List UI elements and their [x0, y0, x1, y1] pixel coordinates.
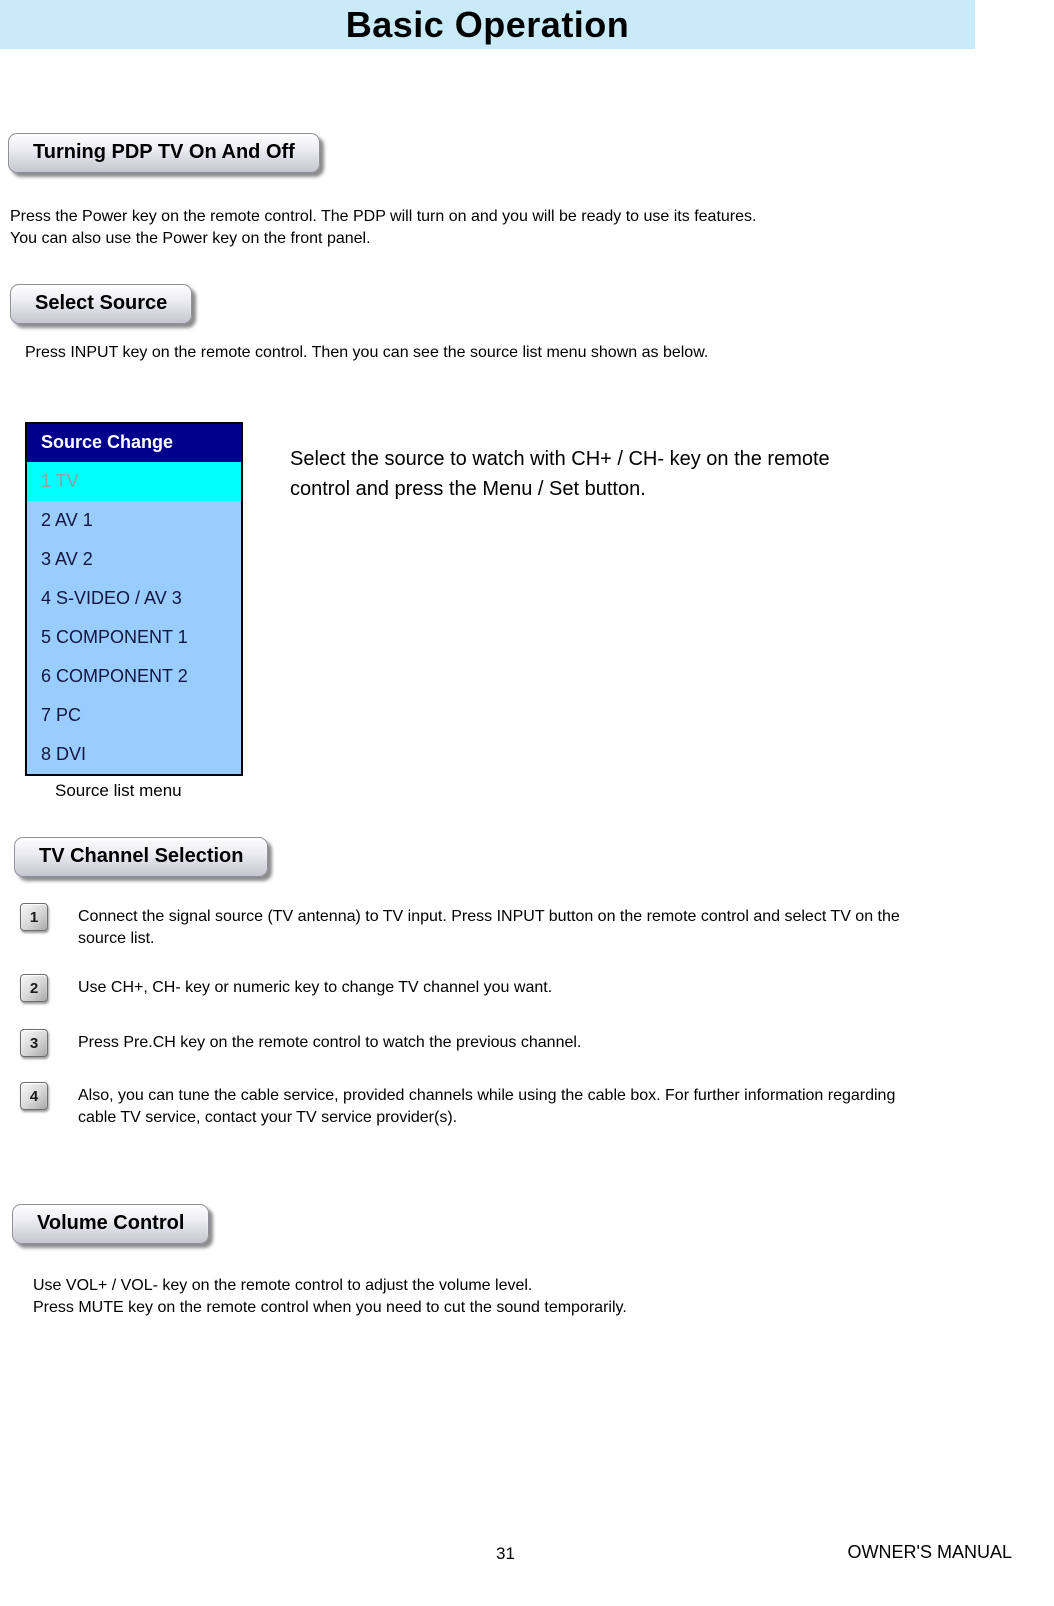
- section-heading-select-source: Select Source: [10, 284, 192, 324]
- source-item-component1: 5 COMPONENT 1: [27, 618, 241, 657]
- source-item-pc: 7 PC: [27, 696, 241, 735]
- step-4-icon: 4: [20, 1082, 48, 1110]
- section-heading-turning-pdp-on-off: Turning PDP TV On And Off: [8, 133, 320, 173]
- select-source-paragraph: Press INPUT key on the remote control. Then you can see the source list menu shown as below.: [25, 344, 709, 361]
- turning-line-2: You can also use the Power key on the front panel.: [10, 230, 371, 247]
- step-row-4: [20, 1082, 970, 1129]
- source-item-av2: 3 AV 2: [27, 540, 241, 579]
- step-row-1: [20, 903, 970, 950]
- volume-line-1: Use VOL+ / VOL- key on the remote control to adjust the volume level.: [33, 1277, 533, 1294]
- turning-line-1: Press the Power key on the remote control. The PDP will turn on and you will be ready to use its features.: [10, 208, 757, 225]
- source-item-component2: 6 COMPONENT 2: [27, 657, 241, 696]
- source-menu-title: Source Change: [27, 424, 241, 462]
- volume-paragraph: [33, 1275, 963, 1319]
- step-3-text: Press Pre.CH key on the remote control to watch the previous channel.: [78, 1034, 582, 1051]
- step-row-2: [20, 974, 970, 1002]
- step-3-icon: 3: [20, 1029, 48, 1057]
- section-heading-volume-control: Volume Control: [12, 1204, 209, 1244]
- page-title: Basic Operation: [345, 3, 630, 45]
- step-2-icon: 2: [20, 974, 48, 1002]
- step-4-text: Also, you can tune the cable service, provided channels while using the cable box. For further information regarding cable TV service, contact your TV service provider(s).: [78, 1087, 896, 1126]
- footer-page-number: 31: [496, 1544, 515, 1563]
- footer-manual-label: OWNER'S MANUAL: [847, 1542, 1012, 1562]
- source-item-av1: 2 AV 1: [27, 501, 241, 540]
- step-1-icon: 1: [20, 903, 48, 931]
- source-select-instruction: Select the source to watch with CH+ / CH- key on the remote control and press the Menu / Set button.: [290, 448, 830, 500]
- volume-line-2: Press MUTE key on the remote control when you need to cut the sound temporarily.: [33, 1299, 627, 1316]
- source-item-dvi: 8 DVI: [27, 735, 241, 774]
- source-change-menu: [25, 422, 243, 776]
- section-heading-tv-channel-selection: TV Channel Selection: [14, 837, 268, 877]
- source-item-tv: 1 TV: [27, 462, 241, 501]
- source-menu-caption: Source list menu: [55, 781, 182, 800]
- step-row-3: [20, 1029, 970, 1057]
- step-2-text: Use CH+, CH- key or numeric key to change TV channel you want.: [78, 979, 553, 996]
- page-header-banner: [0, 0, 975, 49]
- step-1-text: Connect the signal source (TV antenna) to TV input. Press INPUT button on the remote control and select TV on the source list.: [78, 908, 900, 947]
- turning-paragraph: [10, 206, 975, 250]
- source-item-svideo-av3: 4 S-VIDEO / AV 3: [27, 579, 241, 618]
